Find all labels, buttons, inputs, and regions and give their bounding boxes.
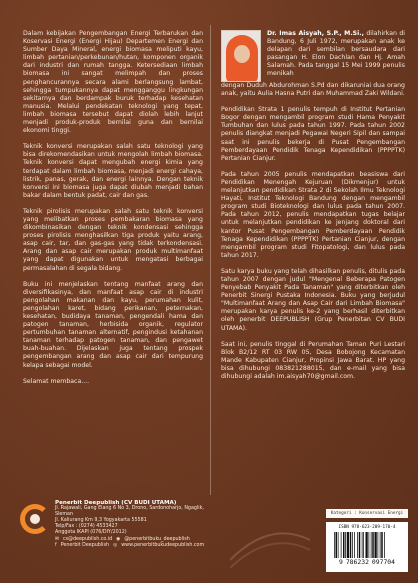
synopsis-paragraph-1: Dalam kebijakan Pengembangan Energi Terbarukan dan Koservasi Energi (Energi Hijau) Departemen Energi dan Sumber Daya Mineral, energi biomasa meliputi kayu, limbah pertanian/perkebunan/hutan, komponen organik dari industri dan rumah tangga. Ketersediaan limbah biomasa ini sangat melimpah dan proses penghancurannya secara alami berlangsung lambat, sehingga tumpukannya dapat mengganggu lingkungan sekitarnya dan berdampak buruk terhadap kesehatan manusia. Melalui pendekatan teknologi yang tepat, limbah biomasa tersebut dapat diolah lebih lanjut menjadi produk-produk bernilai guna dan bernilai ekonomi tinggi. <box>23 30 203 135</box>
barcode-bar <box>375 532 377 558</box>
twitter-icon: ◉ <box>116 536 121 542</box>
barcode-bar <box>343 532 345 558</box>
barcode-bar <box>336 532 338 558</box>
publisher-address-1: Jl. Rajawali, Gang Elang 6 No 3, Drono, Sardonoharjo, Ngaglik, Sleman <box>55 506 204 518</box>
publisher-phone: Telp/Fax : (0274) 4533427 <box>55 524 118 530</box>
publisher-email[interactable]: cs@deepublish.co.id <box>63 536 113 542</box>
bio-paragraph-contact: Saat ini, penulis tinggal di Perumahan Taman Puri Lestari Blok B2/12 RT 03 RW 05, Desa Bobojong Kecamatan Mande Kabupaten Cianjur, Propinsi Jawa Barat. HP yang bisa dihubungi 083821288015, dan e-mail yang bisa dihubungi adalah im.aisyah70@gmail.com. <box>221 340 405 380</box>
publisher-name: Penerbit Deepublish (CV BUDI UTAMA) <box>55 500 177 506</box>
barcode-bar <box>378 532 379 558</box>
publisher-website[interactable]: www.penerbitbukudeepublish.com <box>121 542 205 548</box>
category-label: Kategori : Konservasi Energi <box>326 509 408 518</box>
barcode-bar <box>363 532 364 558</box>
barcode-bar <box>359 532 361 558</box>
globe-icon: ◎ <box>113 542 118 548</box>
author-face-shape <box>234 45 250 63</box>
barcode-bar <box>352 532 353 558</box>
bio-paragraph-education-1: Pendidikan Strata 1 penulis tempuh di Institut Pertanian Bogor dengan mengambil program studi Hama Penyakit Tumbuhan dan lulus pada tahun 1997. Pada tahun 2002 penulis diangkat menjadi Pegawai Negeri Sipil dan sampai saat ini penulis bekerja di Pusat Pengembangan Pemberdayaan Pendidik Tenaga Kependidikan (PPPPTK) Pertanian Cianjur. <box>221 106 405 162</box>
bio-paragraph-education-2: Pada tahun 2005 penulis mendapatkan beasiswa dari Pendidikan Menengah Kejuruan (Dikmenjur) untuk melanjutkan pendidikan Strata 2 di Sekolah Ilmu Teknologi Hayati, Institut Teknologi Bandung dengan mengambil program studi Bioteknologi dan lulus pada tahun 2007. Pada tahun 2012, penulis mendapatkan tugas belajar untuk melanjutkan pendidikan ke jenjang doktoral dari kantor Pusat Pengembangan Pemberdayaan Pendidik Tenaga Kependidikan (PPPPTK) Pertanian Cianjur, dengan mengambil program studi Fitopatologi, dan lulus pada tahun 2017. <box>221 170 405 259</box>
barcode-bar <box>369 532 370 558</box>
barcode-digits <box>326 558 408 566</box>
publisher-facebook[interactable]: Penerbit Deepublish <box>60 542 110 548</box>
barcode-bar <box>347 532 349 558</box>
author-bio-column <box>221 30 405 389</box>
synopsis-paragraph-3: Teknik pirolisis merupakan salah satu teknik konversi yang melibatkan proses pembakaran biomasa yang dikombinasikan dengan teknik kondensasi sehingga proses pirolisis menghasilkan tiga produk yaitu arang, asap cair, tar, dan gas-gas yang tidak terkondensasi. Arang dan asap cair merupakan produk multimanfaat yang dapat digunakan untuk mengatasi berbagai permasalahan di segala bidang. <box>23 207 203 272</box>
synopsis-column <box>23 30 203 394</box>
barcode-bar <box>366 532 368 558</box>
barcode-bar <box>372 532 374 558</box>
barcode-bar <box>362 532 363 558</box>
isbn-barcode <box>326 522 408 572</box>
publisher-twitter[interactable]: @penerbitbuku_deepublish <box>124 536 190 542</box>
author-intro-continued: dengan Duduh Abdurohman S.Pd dan dikaruniai dua orang anak, yaitu Aulia Hasna Putri dan Muhammad Zaki Wildani. <box>221 82 405 98</box>
publisher-details <box>55 500 220 552</box>
barcode-bar <box>350 532 352 558</box>
publisher-ikapi: Anggota IKAPI (076/DIY/2012) <box>55 530 127 536</box>
barcode-bar <box>384 532 385 558</box>
publisher-social-row-2 <box>55 543 220 549</box>
isbn-number: ISBN 978-623-209-170-4 <box>338 525 396 530</box>
barcode-bar <box>380 532 381 558</box>
barcode-bar <box>341 532 342 558</box>
publisher-address-2: Jl. Kaliurang Km 9,3 Yogyakarta 55581 <box>55 518 147 524</box>
synopsis-closing: Selamat membaca.... <box>23 377 90 385</box>
decorative-curves <box>230 500 310 570</box>
author-intro-text: dilahirkan di Bandung, 6 Juli 1972, merupakan anak ke delapan dari sembilan bersaudara dari pasangan H. Elon Dachlan dan Hj. Amah Salamah. Pada tanggal 15 Mei 1999 penulis menikah <box>267 30 405 78</box>
mail-icon: ✉ <box>55 536 60 542</box>
author-intro-row <box>221 30 405 82</box>
barcode-bar <box>345 532 346 558</box>
barcode-digit-group-2: 097704 <box>371 558 396 566</box>
barcode-bar <box>381 532 383 558</box>
barcode-bar <box>354 532 355 558</box>
synopsis-paragraph-2: Teknik konversi merupakan salah satu teknologi yang bisa direkomendasikan untuk mengolah limbah biomasa. Teknik konversi dapat mengubah energi kimia yang terdapat dalam limbah biomasa, menjadi energi cahaya, listrik, panas, gerak, dan energi lainnya. Dengan teknik konversi ini biomasa juga dapat diubah menjadi bahan bakar dalam bentuk padat, cair dan gas. <box>23 143 203 199</box>
author-name: Dr. Imas Aisyah, S.P., M.Si., <box>267 30 364 37</box>
synopsis-paragraph-4: Buku ini menjelaskan tentang manfaat arang dan diversifikasinya, dan manfaat asap cair di industri pengolahan makanan dan kayu, perumahan kulit, pengolahan karet, bidang perikanan, peternakan, kesehatan, budidaya tanaman, pengendali hama dan patogen tanaman, herbisida organik, regulator pertumbuhan tanaman alternatif, pengindusi ketahanan tanaman terhadap patogen tanaman, dan pengawet buah-buahan. Dijelaskan juga tentang prospek pengembangan arang dan asap cair dari tempurung kelapa sebagai model. <box>23 280 203 369</box>
barcode-bar <box>334 532 335 558</box>
column-divider <box>210 25 211 495</box>
author-photo <box>221 30 261 82</box>
barcode-bar <box>371 532 372 558</box>
bio-paragraph-works: Satu karya buku yang telah dihasilkan penulis, ditulis pada tahun 2007 dengan judul "Mengenal Beberapa Patogen Penyebab Penyakit Pada Tanaman" yang diterbitkan oleh Penerbit Sinergi Pustaka Indonesia. Buku yang berjudul "Multimanfaat Arang dan Asap Cair dari Limbah Biomasa" merupakan karya penulis ke-2 yang berhasil diterbitkan oleh penerbit DEEPUBLISH (Grup Penerbitan CV BUDI UTAMA). <box>221 267 405 332</box>
barcode-digit-prefix: 9 <box>338 558 343 566</box>
author-intro <box>267 30 405 82</box>
publisher-block <box>20 500 220 552</box>
barcode-digit-group-1: 786232 <box>345 558 369 566</box>
barcode-bars <box>332 532 402 558</box>
publisher-logo-icon <box>20 504 50 534</box>
barcode-bar <box>338 532 339 558</box>
barcode-bar <box>357 532 358 558</box>
facebook-icon: f <box>55 542 57 548</box>
